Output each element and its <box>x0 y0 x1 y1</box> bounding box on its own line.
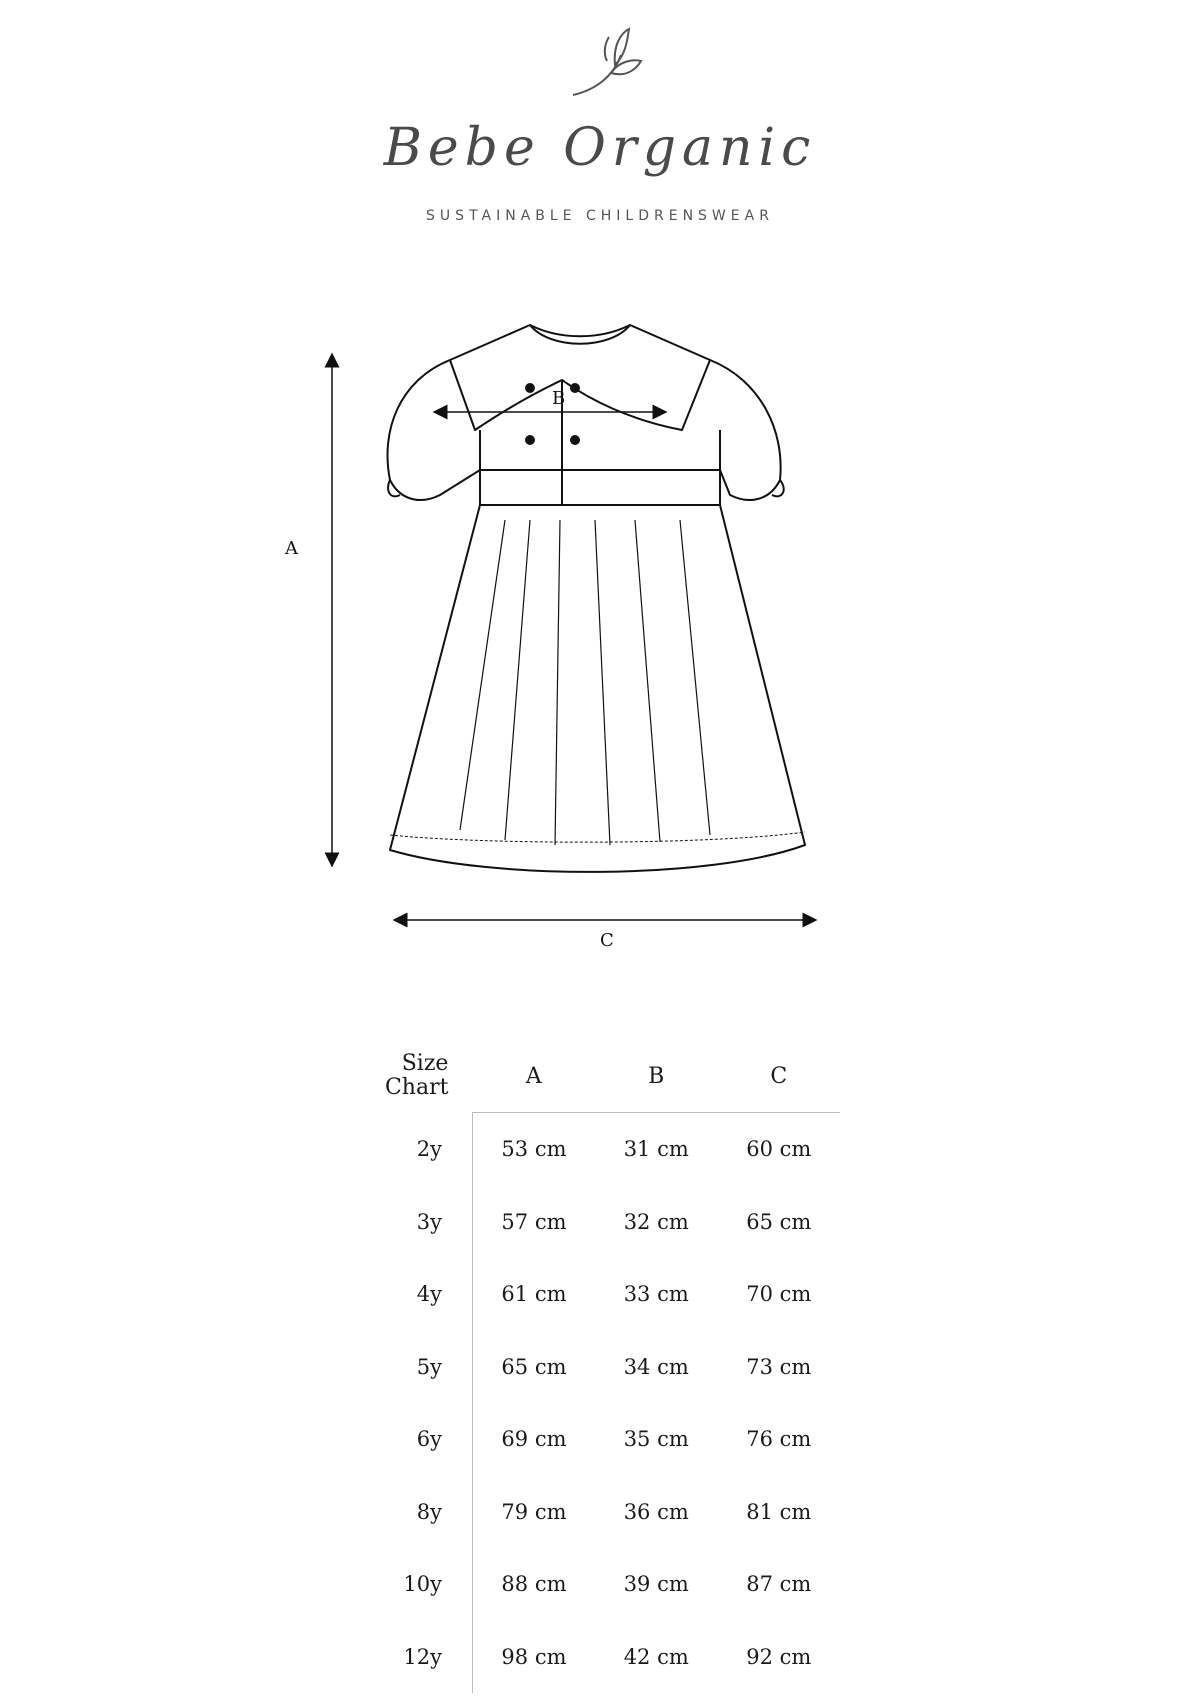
cell-b: 35 cm <box>623 1427 689 1452</box>
cell-b: 32 cm <box>623 1209 689 1234</box>
row-size: 8y <box>360 1476 472 1549</box>
cell-b: 33 cm <box>623 1282 689 1307</box>
size-chart-heading-line1: Size <box>401 1051 449 1077</box>
label-a: A <box>285 538 298 559</box>
cell-a: 53 cm <box>501 1137 567 1162</box>
cell-a: 57 cm <box>501 1209 567 1234</box>
column-header-a: A <box>472 1040 595 1113</box>
label-b: B <box>552 388 566 409</box>
row-size: 12y <box>360 1621 472 1694</box>
cell-a: 69 cm <box>501 1427 567 1452</box>
row-size: 3y <box>360 1186 472 1259</box>
dress-diagram <box>285 320 890 960</box>
cell-a: 65 cm <box>501 1354 567 1379</box>
cell-c: 92 cm <box>746 1644 812 1669</box>
row-size: 6y <box>360 1403 472 1476</box>
cell-a: 98 cm <box>501 1644 567 1669</box>
cell-b: 36 cm <box>623 1499 689 1524</box>
brand-logo <box>0 25 1200 100</box>
table-row <box>360 1621 840 1694</box>
cell-c: 70 cm <box>746 1282 812 1307</box>
table-row <box>360 1186 840 1259</box>
cell-c: 60 cm <box>746 1137 812 1162</box>
row-size: 4y <box>360 1258 472 1331</box>
column-header-b: B <box>595 1040 718 1113</box>
table-row <box>360 1258 840 1331</box>
table-row <box>360 1113 840 1186</box>
cell-a: 88 cm <box>501 1572 567 1597</box>
table-header-row <box>360 1040 840 1113</box>
table-row <box>360 1476 840 1549</box>
row-size: 2y <box>360 1113 472 1186</box>
table-row <box>360 1331 840 1404</box>
row-size: 10y <box>360 1548 472 1621</box>
cell-a: 79 cm <box>501 1499 567 1524</box>
brand-name: Bebe Organic <box>383 118 817 178</box>
table-row <box>360 1548 840 1621</box>
brand-tagline: SUSTAINABLE CHILDRENSWEAR <box>426 208 774 224</box>
cell-b: 34 cm <box>623 1354 689 1379</box>
size-chart-heading <box>360 1040 472 1113</box>
size-chart-table <box>360 1040 840 1693</box>
cell-c: 65 cm <box>746 1209 812 1234</box>
row-size: 5y <box>360 1331 472 1404</box>
size-chart-heading-line2: Chart <box>384 1075 449 1101</box>
label-c: C <box>600 930 614 951</box>
table-row <box>360 1403 840 1476</box>
dress-illustration <box>290 320 890 960</box>
cell-b: 31 cm <box>623 1137 689 1162</box>
leaf-icon <box>555 25 645 100</box>
cell-c: 73 cm <box>746 1354 812 1379</box>
cell-a: 61 cm <box>501 1282 567 1307</box>
cell-b: 39 cm <box>623 1572 689 1597</box>
cell-b: 42 cm <box>623 1644 689 1669</box>
cell-c: 87 cm <box>746 1572 812 1597</box>
column-header-c: C <box>717 1040 840 1113</box>
cell-c: 76 cm <box>746 1427 812 1452</box>
cell-c: 81 cm <box>746 1499 812 1524</box>
